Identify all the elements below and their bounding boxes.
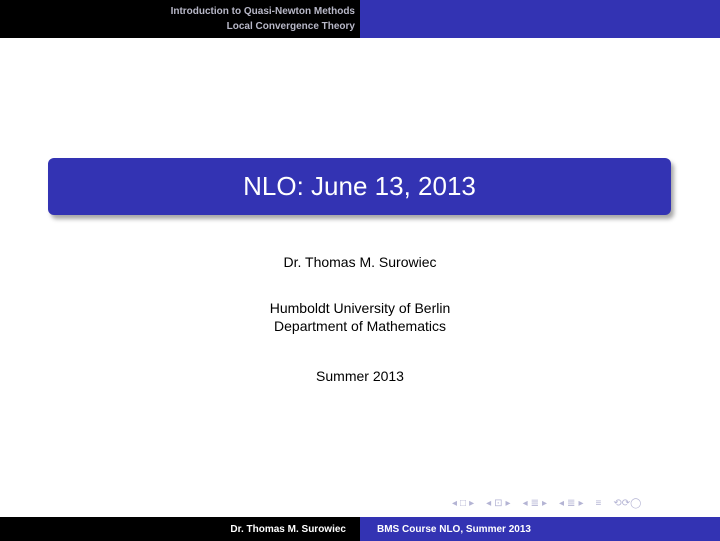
institute-line-1: Humboldt University of Berlin	[269, 300, 451, 316]
document-prev-icon[interactable]: ◂	[559, 498, 565, 509]
section-next-icon[interactable]: ▸	[541, 498, 548, 509]
navigation-symbols	[452, 497, 644, 511]
header-subsection-link[interactable]: Local Convergence Theory	[226, 21, 355, 32]
slide-title: NLO: June 13, 2013	[243, 171, 476, 201]
footer-bar	[0, 517, 720, 541]
header-bar	[0, 0, 720, 38]
header-section-panel	[0, 0, 360, 38]
header-right-panel	[360, 0, 720, 38]
title-box	[48, 158, 671, 215]
section-icon[interactable]: ≣	[530, 498, 539, 509]
frame-icon[interactable]: □	[460, 498, 467, 509]
footer-author: Dr. Thomas M. Surowiec	[230, 523, 346, 535]
subsection-prev-icon[interactable]: ◂	[486, 498, 492, 509]
institute-line-2: Department of Mathematics	[274, 318, 446, 334]
frame-next-icon[interactable]: ▸	[469, 498, 475, 509]
footer-author-panel	[0, 517, 360, 541]
subsection-icon[interactable]: ⊡	[494, 498, 503, 509]
section-prev-icon[interactable]: ◂	[522, 498, 528, 509]
presentation-date: Summer 2013	[316, 368, 404, 384]
frame-prev-icon[interactable]: ◂	[452, 498, 458, 509]
document-next-icon[interactable]: ▸	[578, 498, 584, 509]
appendix-icon[interactable]: ≡	[595, 498, 602, 509]
subsection-next-icon[interactable]: ▸	[505, 498, 511, 509]
search-undo-redo-icon[interactable]: ⟲⟳◯	[613, 498, 642, 509]
author-name: Dr. Thomas M. Surowiec	[283, 254, 437, 270]
document-icon[interactable]: ≣	[567, 498, 576, 509]
header-section-link[interactable]: Introduction to Quasi-Newton Methods	[170, 6, 355, 17]
footer-course: BMS Course NLO, Summer 2013	[377, 523, 531, 535]
footer-course-panel	[360, 517, 720, 541]
